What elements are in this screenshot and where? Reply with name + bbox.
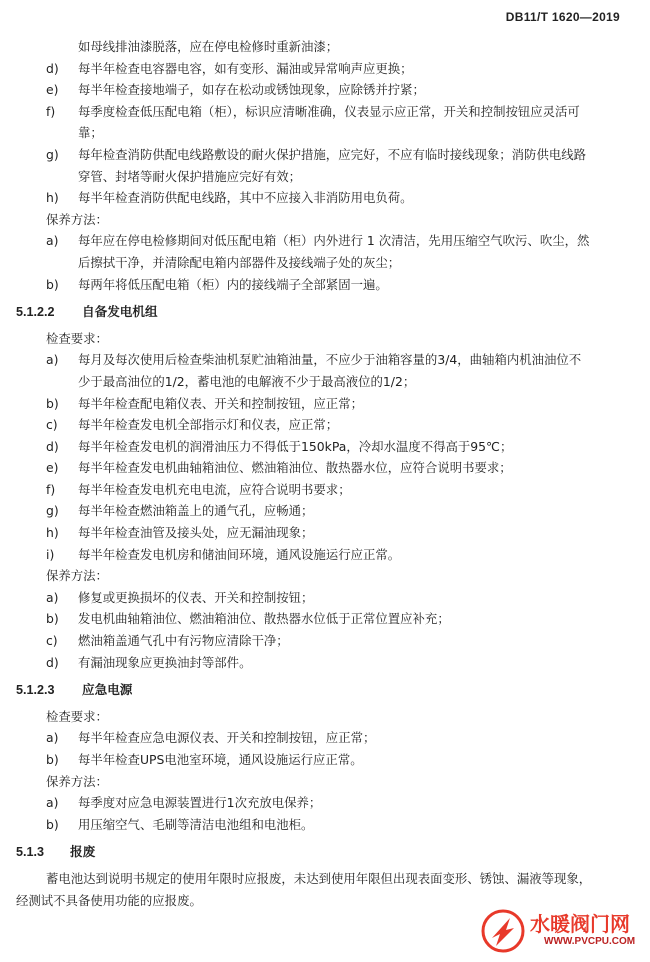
section-heading [16, 679, 636, 702]
list-item-text: 每半年检查配电箱仪表、开关和控制按钮，应正常； [78, 395, 363, 411]
intro-maint-title: 保养方法： [46, 211, 108, 227]
list-item-label: d) [46, 654, 59, 670]
paragraph-line: 经测试不具备使用功能的应报废。 [16, 892, 202, 908]
section-number: 5.1.2.3 [16, 683, 55, 698]
list-item-label: a) [46, 352, 59, 368]
section-number: 5.1.3 [16, 845, 45, 860]
list-item [16, 393, 636, 415]
list-item [16, 522, 636, 544]
list-item-label: d) [46, 438, 59, 454]
list-item [16, 414, 636, 436]
list-item-text: 每半年检查油管及接头处，应无漏油现象； [78, 525, 314, 541]
section-title: 自备发电机组 [82, 304, 158, 320]
list-item [16, 727, 636, 749]
list-item [16, 792, 636, 814]
list-item-continuation: 靠； [78, 125, 103, 141]
list-item-text: 每半年检查燃油箱盖上的通气孔，应畅通； [78, 503, 314, 519]
check-title: 检查要求： [46, 708, 108, 724]
watermark-url: WWW.PVCPU.COM [544, 936, 636, 947]
list-item-text: 每半年检查消防供配电线路，其中不应接入非消防用电负荷。 [78, 190, 413, 206]
list-item [16, 652, 636, 674]
list-item-text: 修复或更换损坏的仪表、开关和控制按钮； [78, 589, 314, 605]
list-item-label: b) [46, 611, 59, 627]
list-item [16, 500, 636, 522]
list-item-label: b) [46, 816, 59, 832]
watermark-text: 水暖阀门网 [530, 912, 630, 936]
list-item-label: f) [46, 481, 56, 497]
list-item [16, 630, 636, 652]
list-item [16, 457, 636, 479]
list-item-text: 每半年检查发电机的润滑油压力不得低于150kPa，冷却水温度不得高于95℃； [78, 438, 513, 454]
list-item-text: 发电机曲轴箱油位、燃油箱油位、散热器水位低于正常位置应补充； [78, 611, 450, 627]
list-item-text: 每季度检查低压配电箱（柜），标识应清晰准确，仪表显示应正常，开关和控制按钮应灵活可 [78, 103, 580, 119]
list-item-text: 每半年检查应急电源仪表、开关和控制按钮，应正常； [78, 730, 376, 746]
list-item-label: h) [46, 190, 59, 206]
list-item-text: 有漏油现象应更换油封等部件。 [78, 654, 252, 670]
intro-first-line: 如母线排油漆脱落，应在停电检修时重新油漆； [78, 39, 339, 54]
list-item [16, 749, 636, 771]
list-item [16, 544, 636, 566]
standard-code: DB11/T 1620—2019 [505, 10, 620, 24]
list-item-label: f) [46, 103, 56, 119]
list-item [16, 79, 636, 101]
list-item-label: c) [46, 417, 58, 433]
list-item-label: g) [46, 503, 59, 519]
list-item [16, 187, 636, 209]
list-item [16, 814, 636, 836]
list-item [16, 587, 636, 609]
list-item-label: h) [46, 525, 59, 541]
list-item-label: b) [46, 276, 59, 292]
list-item [16, 436, 636, 458]
list-item-text: 用压缩空气、毛刷等清洁电池组和电池柜。 [78, 816, 314, 832]
list-item-label: g) [46, 146, 59, 162]
list-item-label: i) [46, 546, 55, 562]
list-item-label: c) [46, 633, 58, 649]
list-item-text: 每季度对应急电源装置进行1次充放电保养； [78, 795, 322, 811]
list-item [16, 144, 636, 166]
list-item-continuation: 穿管、封堵等耐火保护措施应完好有效； [78, 168, 302, 184]
watermark [480, 906, 640, 956]
list-item-text: 燃油箱盖通气孔中有污物应清除干净； [78, 633, 289, 649]
section-heading [16, 301, 636, 324]
list-item-label: e) [46, 460, 59, 476]
list-item [16, 479, 636, 501]
list-item-text: 每半年检查发电机房和储油间环境，通风设施运行应正常。 [78, 546, 401, 562]
list-item [16, 58, 636, 80]
intro-maint-list [16, 230, 636, 295]
list-item-text: 每年应在停电检修期间对低压配电箱（柜）内外进行 1 次清洁，先用压缩空气吹污、吹尘，然 [78, 233, 590, 249]
list-item-text: 每半年检查接地端子，如存在松动或锈蚀现象，应除锈并拧紧； [78, 82, 425, 98]
list-item-label: a) [46, 233, 59, 249]
maint-item-list [16, 587, 636, 673]
list-item-text: 每半年检查发电机充电电流，应符合说明书要求； [78, 481, 351, 497]
check-item-list [16, 727, 636, 770]
maint-item-list [16, 792, 636, 835]
list-item-label: d) [46, 60, 59, 76]
intro-item-list [16, 58, 636, 209]
list-item-label: e) [46, 82, 59, 98]
list-item-label: a) [46, 730, 59, 746]
list-item-text: 每月及每次使用后检查柴油机泵贮油箱油量，不应少于油箱容量的3/4，曲轴箱内机油油位不 [78, 352, 582, 368]
list-item [16, 230, 636, 252]
list-item-text: 每半年检查发电机曲轴箱油位、燃油箱油位、散热器水位，应符合说明书要求； [78, 460, 512, 476]
list-item [16, 349, 636, 371]
list-item-text: 每半年检查UPS电池室环境，通风设施运行应正常。 [78, 752, 363, 767]
check-title: 检查要求： [46, 330, 108, 346]
paragraph-line: 蓄电池达到说明书规定的使用年限时应报废，未达到使用年限但出现表面变形、锈蚀、漏液等现象， [46, 870, 592, 886]
document-body [16, 36, 636, 911]
list-item-label: a) [46, 589, 59, 605]
maint-title: 保养方法： [46, 568, 108, 584]
list-item-label: b) [46, 752, 59, 767]
list-item [16, 608, 636, 630]
list-item-text: 每年检查消防供配电线路敷设的耐火保护措施，应完好，不应有临时接线现象；消防供电线路 [78, 146, 587, 162]
list-item-text: 每半年检查发电机全部指示灯和仪表，应正常； [78, 417, 339, 433]
list-item [16, 274, 636, 296]
section-heading [16, 841, 636, 864]
list-item-label: b) [46, 395, 59, 411]
list-item-text: 每两年将低压配电箱（柜）内的接线端子全部紧固一遍。 [78, 276, 388, 292]
watermark-logo-icon [480, 908, 526, 954]
section-number: 5.1.2.2 [16, 305, 55, 320]
list-item [16, 101, 636, 123]
list-item-continuation: 少于最高油位的1/2，蓄电池的电解液不少于最高液位的1/2； [78, 373, 416, 389]
maint-title: 保养方法： [46, 773, 108, 789]
check-item-list [16, 349, 636, 565]
list-item-text: 每半年检查电容器电容，如有变形、漏油或异常响声应更换； [78, 60, 413, 76]
section-title: 应急电源 [82, 682, 133, 698]
list-item-label: a) [46, 795, 59, 811]
section-title: 报废 [70, 844, 96, 860]
list-item-continuation: 后擦拭干净，并清除配电箱内部器件及接线端子处的灰尘； [78, 254, 401, 270]
